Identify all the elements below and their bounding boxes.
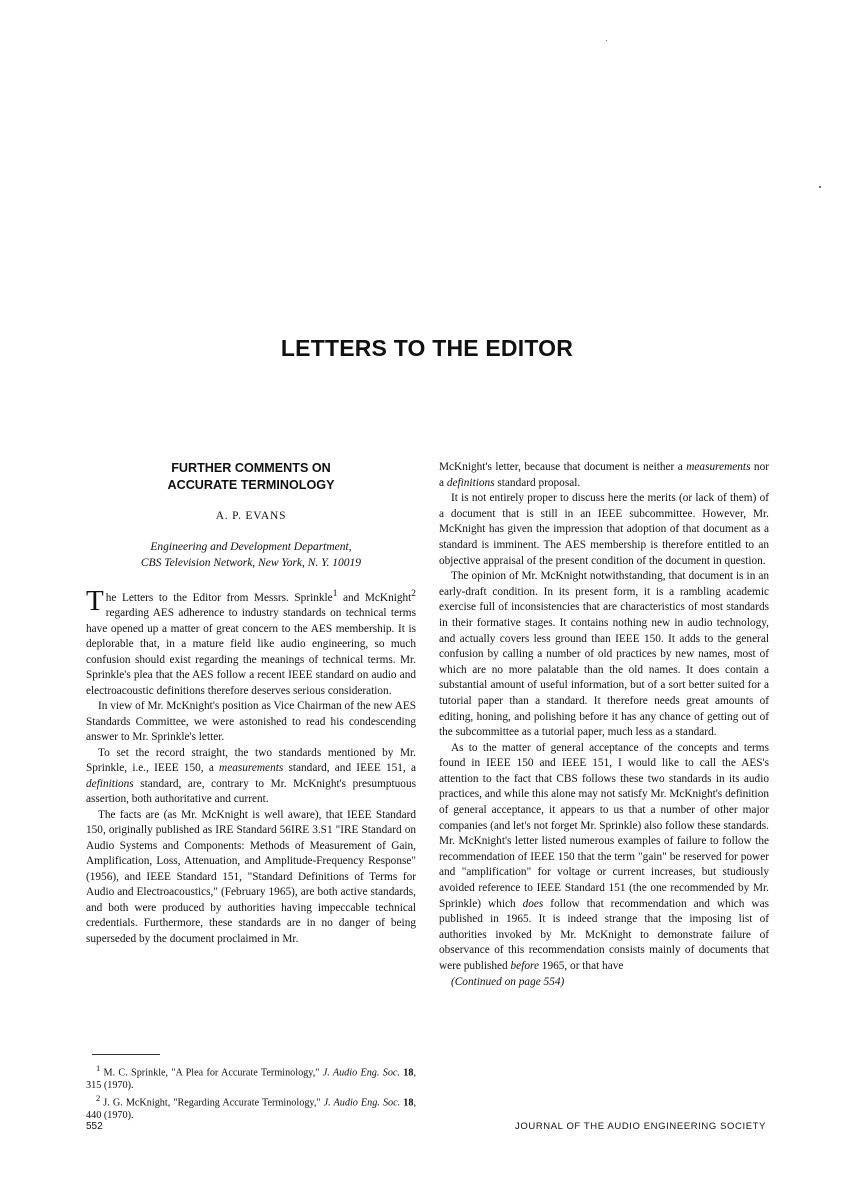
article-title-line2: ACCURATE TERMINOLOGY (167, 478, 335, 492)
emphasis: measurements (686, 461, 751, 473)
paragraph (86, 746, 416, 808)
author-affiliation (86, 539, 416, 571)
paragraph (439, 460, 769, 491)
right-body-text (439, 460, 769, 990)
emphasis: J. Audio Eng. Soc. (323, 1097, 401, 1109)
footnote-number: 1 (96, 1063, 101, 1073)
paragraph (439, 741, 769, 975)
footnote-ref: 1 (332, 589, 338, 599)
scan-speck (606, 40, 607, 41)
paragraph: It is not entirely proper to discuss here the merits (or lack of them) of a document that is still in an IEEE subcommittee. However, Mr. McKnight has given the impression that adoption of that document as a standard is imminent. The AES membership is therefore entitled to an objective appraisal of the present condition of the document in question. (439, 492, 769, 567)
emphasis: before (510, 960, 539, 972)
scan-speck (819, 186, 821, 188)
text-run: , 440 (1970). (86, 1097, 417, 1122)
text-run: follow that recommendation and which was published in 1965. It is indeed strange that the imposing list of authorities invoked by Mr. McKnight to demonstrate failure of observance of this recommendation consists mainly of documents that were published (439, 897, 769, 972)
volume-number: 18 (399, 1067, 414, 1079)
text-run: McKnight's letter, because that document is neither a (439, 461, 687, 473)
text-run: As to the matter of general acceptance of the concepts and terms found in IEEE 150 and IEEE 151, I would like to call the AES's attention to the fact that CBS follows these two standards in its audio practices, and while this alone may not satisfy Mr. McKnight's definition of general acceptance, it appears to us that a number of other major companies (and let's not forget Mr. Sprinkle) also follow these standards. Mr. McKnight's letter listed numerous examples of failure to follow the recommendation of IEEE 150 that the term "gain" be reserved for power and "amplification" for voltage or current increases, but studiously avoided reference to IEEE Standard 151 (the one recommended by Mr. Sprinkle) which (439, 741, 769, 910)
article-title (86, 460, 416, 494)
affiliation-line2: CBS Television Network, New York, N. Y. 10019 (140, 557, 362, 569)
text-run: nor a (439, 461, 769, 489)
emphasis: J. Audio Eng. Soc. (322, 1067, 400, 1079)
text-run: standard, and IEEE 151, a (283, 762, 416, 775)
text-run: 1965, or that have (538, 960, 624, 972)
right-column (439, 460, 769, 990)
left-column (86, 460, 416, 947)
footnote-divider (92, 1054, 160, 1055)
text-run: standard, are, contrary to Mr. McKnight's presumptuous assertion, both authoritative and current. (86, 777, 416, 806)
text-run: J. G. McKnight, "Regarding Accurate Terminology," (100, 1097, 324, 1109)
left-body-text (86, 587, 416, 947)
text-run: To set the record straight, the two standards mentioned by Mr. Sprinkle, i.e., IEEE 150, a (86, 746, 416, 775)
text-run: , 315 (1970). (86, 1067, 416, 1091)
footnote-ref: 2 (411, 589, 416, 599)
emphasis: does (522, 897, 544, 910)
author-name: A. P. EVANS (215, 510, 287, 522)
text-run: standard proposal. (494, 476, 581, 489)
continued-note: (Continued on page 554) (451, 975, 565, 988)
affiliation-line1: Engineering and Development Department, (150, 541, 352, 553)
emphasis: measurements (219, 762, 284, 775)
volume-number: 18 (400, 1097, 414, 1109)
page-title: LETTERS TO THE EDITOR (280, 335, 574, 361)
emphasis: definitions (446, 476, 495, 489)
footnotes (86, 1062, 416, 1123)
paragraph: In view of Mr. McKnight's position as Vice Chairman of the new AES Standards Committee, we were astonished to read his condescending answer to Mr. Sprinkle's letter. (86, 700, 416, 744)
text-run: regarding AES adherence to industry standards on technical terms have opened up a matter of great concern to the AES membership. It is deplorable that, in a mature field like audio engineering, so much confusion should exist regarding the meanings of technical terms. Mr. Sprinkle's plea that the AES follow a recent IEEE standard on audio and electroacoustic definitions therefore deserves serious consideration. (86, 607, 416, 697)
footnote-2 (86, 1092, 416, 1122)
page-number: 552 (86, 1121, 103, 1132)
article-title-line1: FURTHER COMMENTS ON (171, 461, 331, 475)
drop-cap: T (86, 585, 104, 617)
paragraph (86, 587, 416, 699)
text-run: M. C. Sprinkle, "A Plea for Accurate Terminology," (100, 1067, 323, 1079)
footnote-1 (86, 1062, 416, 1092)
emphasis: definitions (86, 777, 134, 790)
journal-name: JOURNAL OF THE AUDIO ENGINEERING SOCIETY (515, 1121, 766, 1132)
footnote-number: 2 (96, 1093, 101, 1104)
text-run: he Letters to the Editor from Messrs. Sprinkle (105, 591, 333, 604)
paragraph: The opinion of Mr. McKnight notwithstanding, that document is in an early-draft condition. In its present form, it is a rambling academic exercise full of inconsistencies that are characteristics of most standards in their formative stages. It contains nothing new in audio technology, and actually covers less ground than IEEE 150. It adds to the general confusion by calling a number of old practices by new names, most of which are no more palatable than the old names. It does contain a substantial amount of useful information, but of a sort better suited for a tutorial paper than a standard. It therefore needs great amounts of editing, honing, and polishing before it has any chance of getting out of the subcommittee as a tutorial paper, much less as a standard. (439, 570, 769, 739)
paragraph: The facts are (as Mr. McKnight is well aware), that IEEE Standard 150, originally published as IRE Standard 56IRE 3.S1 "IRE Standard on Audio Systems and Components: Methods of Measurement of Gain, Amplification, Loss, Attenuation, and Amplitude-Frequency Response" (1956), and IEEE Standard 151, "Standard Definitions of Terms for Audio and Electroacoustics," (February 1965), are both active standards, and both were produced by authorities having impeccable technical credentials. Furthermore, these standards are in no danger of being superseded by the document proclaimed in Mr. (86, 808, 416, 945)
text-run: and McKnight (337, 591, 412, 604)
